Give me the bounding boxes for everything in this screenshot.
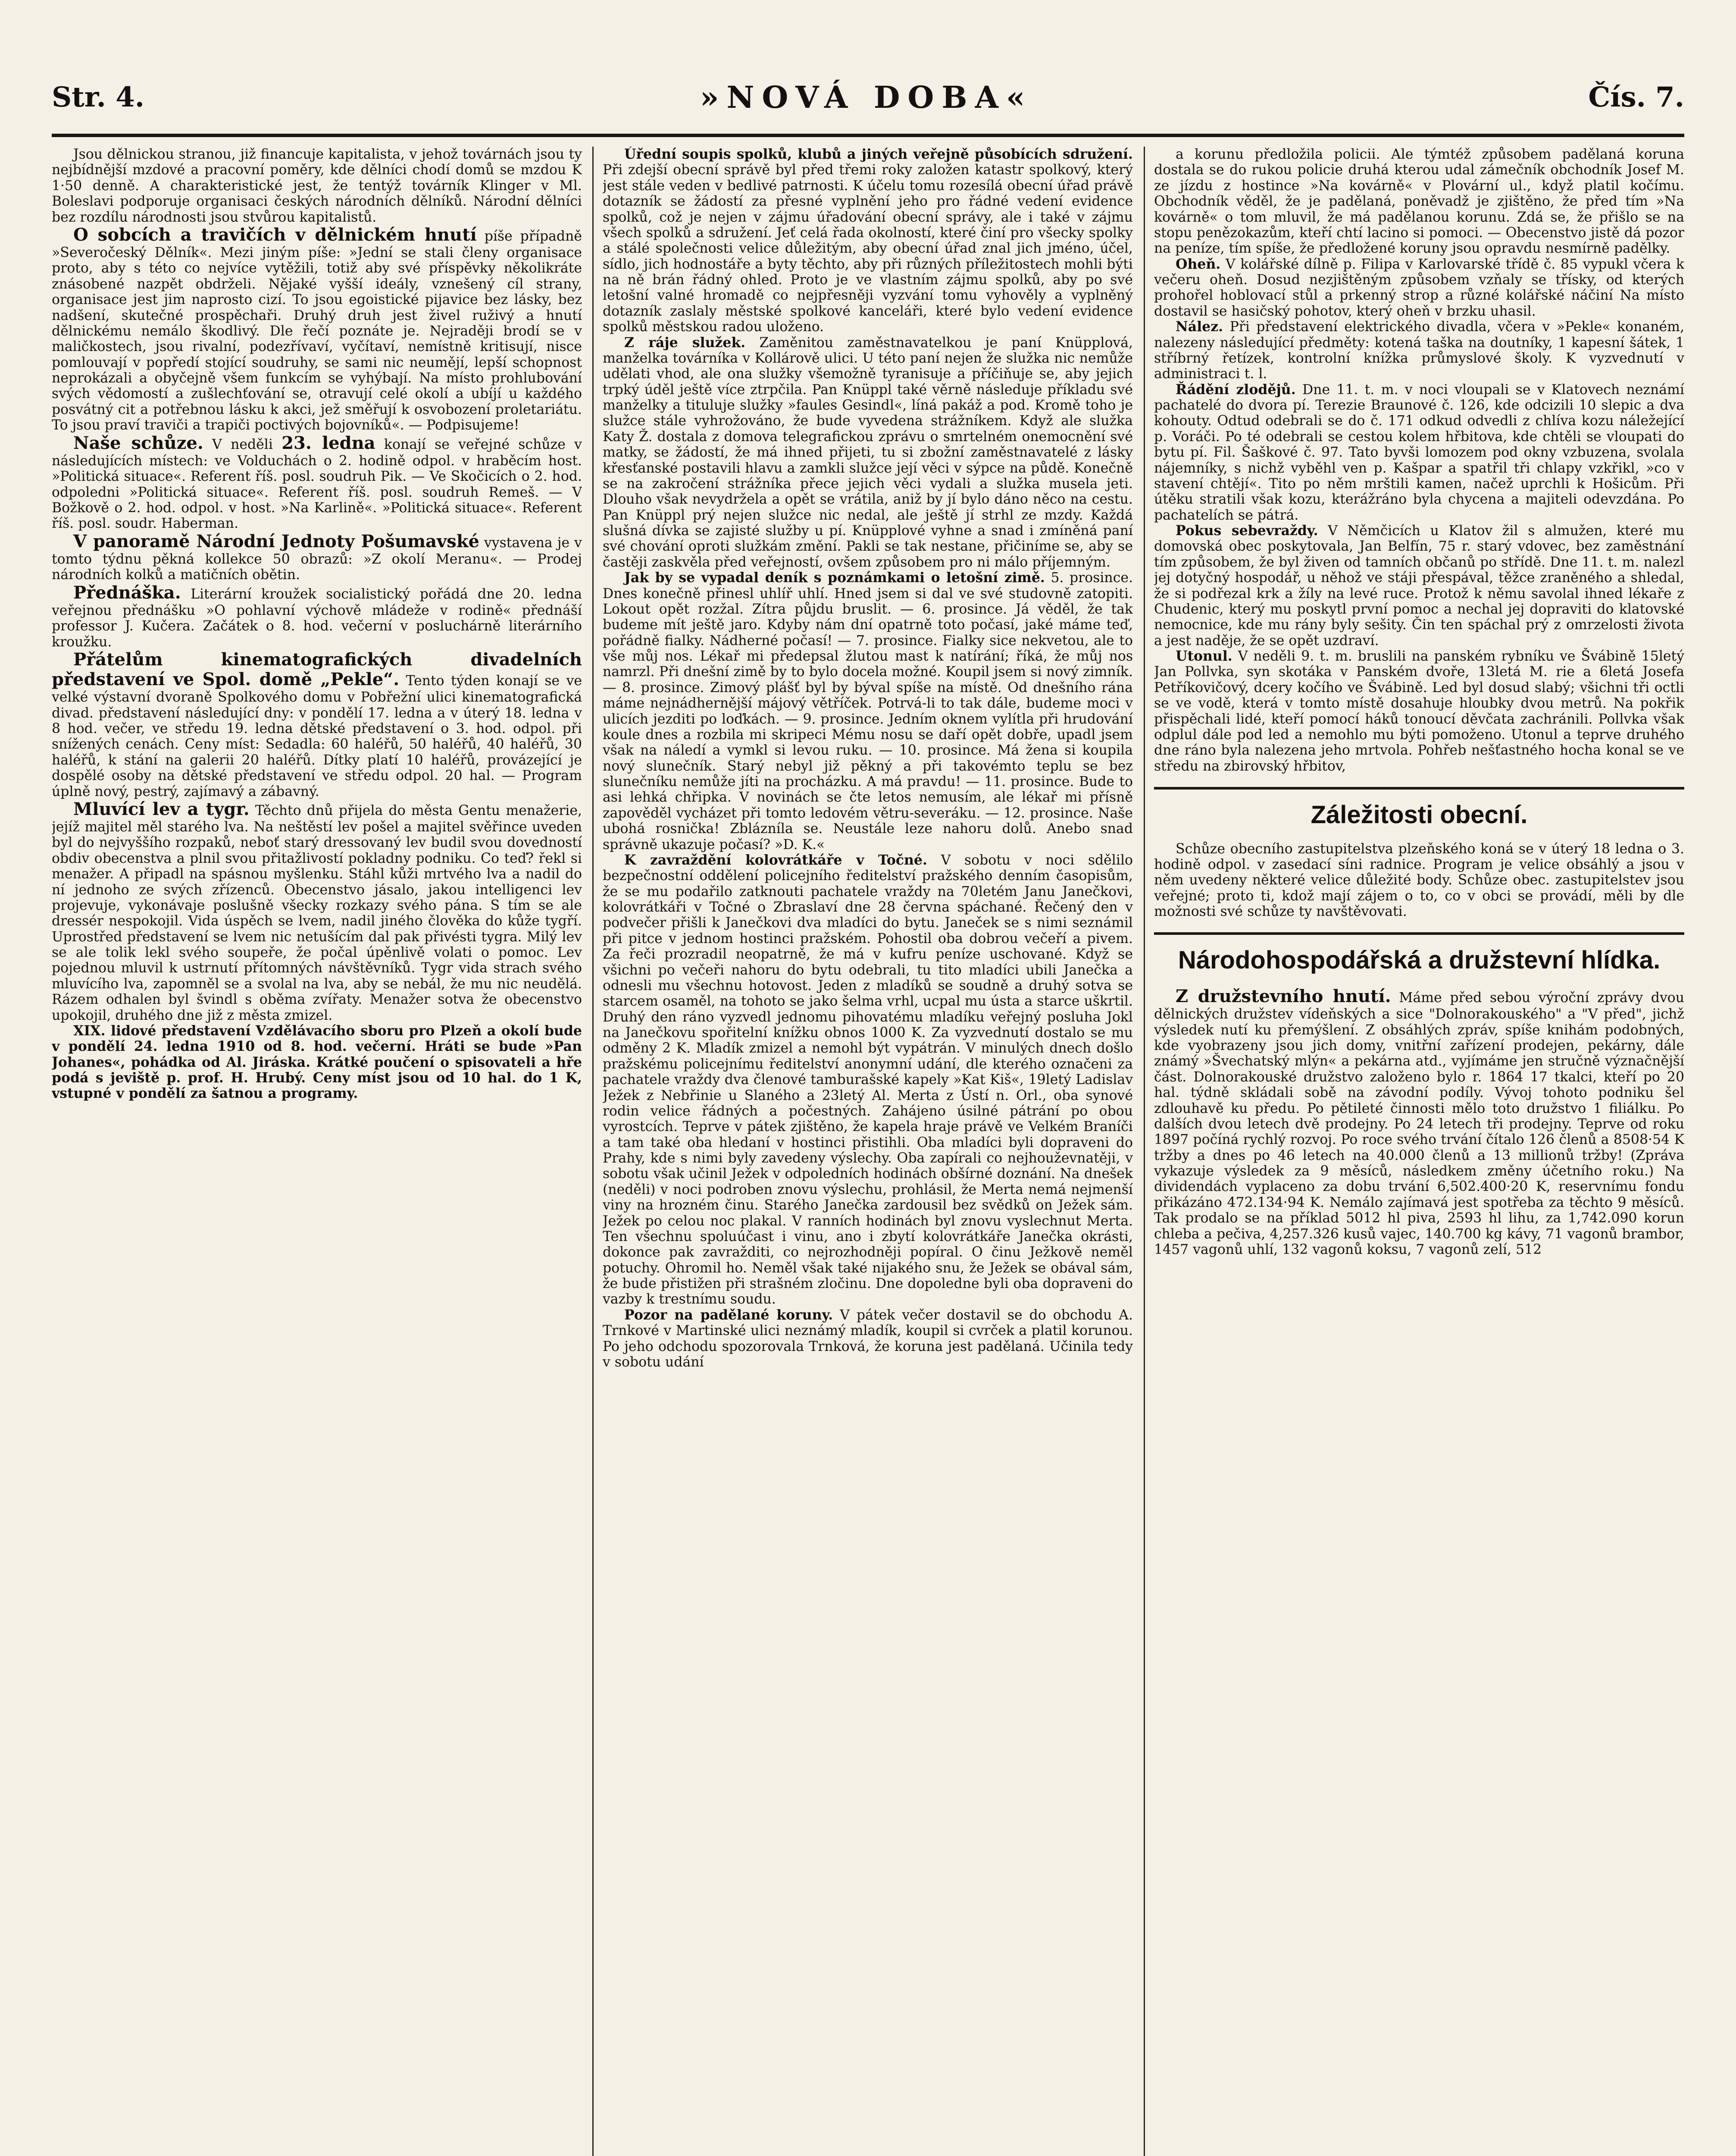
- columns: [52, 147, 1684, 2156]
- issue-number: Čís. 7.: [1588, 81, 1684, 113]
- article: [52, 799, 582, 1023]
- article: [52, 433, 582, 532]
- column-1: [52, 147, 582, 2156]
- section-rule: [1154, 932, 1684, 935]
- article-heading: Přednáška.: [73, 582, 181, 603]
- article-heading: Pokus sebevraždy.: [1176, 523, 1318, 539]
- article-text: píše případně »Severočeský Dělník«. Mezi jiným píše: »Jední se stali členy organisace proto, aby s této co nejvíce vytěžili, totiž aby své příspěvky několikráte znásobené nazpět obdrželi. Nějaké vyšší ideály, vznešený cíl strany, organisace jest jim naprosto cizí. To jsou egoistické pijavice bez lásky, bez nadšení, skutečné prospěchaři. Druhý druh jest živel ruživý a hnutí dělnickému nemálo škodlivý. Dle řečí poznáte je. Nejraději brodí se v maličkostech, jsou rivalní, podezřívaví, vyčítaví, nemístně kritisují, nisce pomlouvají v popředí stojící soudruhy, se sami nic neumějí, lepší schopnost neprokázali a obyčejně všem funkcím se vyhýbají. Na místo prohlubování svých vědomostí a zušlechťování se, otravují celé okolí a ubíjí u každého posvátný cit a potřebnou lásku k akci, jež směřují k osvobození proletariátu. To jsou praví traviči a trapiči poctivých bojovníků«. — Podpisujeme!: [52, 228, 582, 433]
- article-heading: Jak by se vypadal deník s poznámkami o letošní zimě.: [624, 570, 1045, 586]
- page-number: Str. 4.: [52, 81, 144, 113]
- article-heading: Z družstevního hnutí.: [1176, 986, 1391, 1007]
- article: [603, 570, 1133, 852]
- article: [1154, 319, 1684, 382]
- header-rule: [52, 134, 1684, 137]
- article-heading: Řádění zlodějů.: [1176, 381, 1296, 398]
- article-text: vystavena je v tomto týdnu pěkná kollekce 50 obrazů: »Z okolí Meranu«. — Prodej národních kolků a matičních obětin.: [52, 535, 582, 583]
- article-text: Zaměnitou zaměstnavatelkou je paní Knüpplová, manželka továrníka v Kollárově ulici. U této paní nejen že služka nic nemůže udělati vhod, ale ona služky všemožně tyranisuje a příčiňuje se, aby jejich trpký úděl ještě více ztrpčila. Pan Knüppl také věrně následuje příkladu své manželky a tituluje služky »faules Gesindl«, líná pakáž a pod. Kromě toho je služce stále vyhrožováno, že bude vyvedena strážníkem. Když ale služka Katy Ž. dostala z domova telegrafickou zprávu o smrtelném onemocnění své matky, se žádostí, že má ihned přijeti, tu si zbožní zaměstnavatelé z lásky křesťanské postavili hlavu a zamkli služce její věci v sýpce na půdě. Konečně se na zakročení strážníka přece jejich věci vydali a služka musela jeti. Dlouho však nevydržela a opět se vrátila, aniž by jí bylo dáno něco na cestu. Pan Knüppl prý nejen služce nic nedal, ale ještě jí strhl ze mzdy. Každá slušná dívka se zajisté služby u pí. Knüpplové vyhne a snad i zmíněná paní své chování oproti služkám změní. Pakli se tak nestane, přičiníme se, aby se častěji zaskvěla před veřejností, ovšem způsobem pro ni málo příjemným.: [603, 335, 1133, 570]
- article: [52, 1023, 582, 1102]
- article-text: V Němčicích u Klatov žil s almužen, které mu domovská obec poskytovala, Jan Belfín, 75 r. starý vdovec, bez zaměstnání tím způsobem, že byl živen od tamních občanů po střídě. Dne 11. t. m. nalezl jej dotyčný hospodář, u něhož ve stáji přespával, těžce zraněného a shledal, že si podřezal krk a žíly na levé ruce. Protož k němu savolal ihned lékaře z Chudenic, který mu poskytl první pomoc a nechal jej dopraviti do klatovské nemocnice, kde mu rány byly sešity. Čin ten spáchal prý z omrzelosti života a jest naděje, že se opět uzdraví.: [1154, 523, 1684, 649]
- article-paragraph: Jsou dělnickou stranou, již financuje kapitalista, v jehož továrnách jsou ty nejbídnější mzdové a pracovní poměry, kde dělníci chodí domů se mzdou K 1·50 denně. A charakteristické jest, že tentýž továrník Klinger v Ml. Boleslavi podporuje organisaci českých národních dělníků. Národní dělníci bez rozdílu národnosti jsou stvůrou kapitalistů.: [52, 147, 582, 225]
- article: [1154, 523, 1684, 649]
- column-3: [1154, 147, 1684, 2156]
- article: [1154, 257, 1684, 320]
- article-heading: Pozor na padělané koruny.: [624, 1307, 833, 1323]
- masthead-title: »NOVÁ DOBA«: [700, 79, 1033, 115]
- article: [52, 532, 582, 583]
- article-text: 5. prosince. Dnes konečně přinesl uhlíř uhlí. Hned jsem si dal ve své studovně zatopiti. Lokout opět rozžal. Zítra půjdu bruslit. — 6. prosince. Já věděl, že tak budeme mít ještě jaro. Kdyby nám dní opatrně toto počasí, jaké máme teď, pořádně fialky. Nádherné počasí! — 7. prosince. Fialky sice nekvetou, ale to vše můj nos. Lékař mi předepsal žlutou mast k natírání; říká, že můj nos namrzl. Při dnešní zimě by to bylo docela možné. Koupil jsem si nový zimník. — 8. prosince. Zimový plášť byl by býval spíše na místě. Od dnešního rána máme nejnádhernější májový větříček. Potrvá-li to tak dále, budeme moci v ulicích jezditi po loďkách. — 9. prosince. Jedním oknem vylítla při hrudování koule dnes a rozbila mi skripeci Mému nosu se daří opět dobře, upadl jsem však na náledí a vymkl si levou ruku. — 10. prosince. Má žena si koupila nový slunečník. Starý nebyl již pěkný a při takovémto teplu se bez slunečníku nemůže jíti na procházku. A má pravdu! — 11. prosince. Bude to asi lehká chřipka. V novinách se čte letos nemusím, ale lékař mi přísně zapověděl vycházet při tomto ledovém větru-severáku. — 12. prosince. Naše ubohá rosnička! Zblázníla se. Neustále leze nahoru dolů. Anebo snad správně ukazuje počasí? »D. K.«: [603, 570, 1133, 852]
- column-2: [603, 147, 1133, 2156]
- section-rule: [1154, 787, 1684, 790]
- article-heading: Oheň.: [1176, 256, 1221, 272]
- article-heading: Nález.: [1176, 319, 1223, 335]
- article-heading: Naše schůze.: [73, 432, 203, 453]
- article-heading: Z ráje služek.: [624, 334, 746, 351]
- article: [603, 335, 1133, 570]
- article-date: 23. ledna: [282, 432, 375, 453]
- article-text: Literární kroužek socialistický pořádá dne 20. ledna veřejnou přednášku »O pohlavní výchově mládeže v rodině« přednáší professor J. Kučera. Začátek o 8. hod. večerní v posluchárně literárního kroužku.: [52, 586, 582, 650]
- article-heading: O sobcích a travičích v dělnickém hnutí: [73, 224, 477, 245]
- article-text: V neděli 9. t. m. bruslili na panském rybníku ve Švábině 15letý Jan Pollvka, syn skotáka v Panském dvoře, 13letá M. rie a 6letá Josefa Petříkovičový, dcery kočího ve Švábině. Led byl dosud slabý; všichni tři octli se ve vodě, která v tomto místě dosahuje hloubky dvou metrů. Na pokřik přispěchali lidé, kteří pomocí háků tonoucí děvčata zachránili. Pollvka však odplul dále pod led a nemohlo mu býti pomoženo. Utonul a teprve druhého dne ráno byla nalezena jeho mrtvola. Pohřeb nešťastného hocha konal se ve středu na zbirovský hřbitov,: [1154, 649, 1684, 774]
- article: [52, 225, 582, 433]
- article-text: Tento týden konají se ve velké výstavní dvoraně Spolkového domu v Pobřežní ulici kinematografická divad. představení následující dny: v pondělí 17. ledna a v úterý 18. ledna v 8 hod. večer, ve středu 19. ledna dětské představení o 3. hod. odpol. při snížených cenách. Ceny míst: Sedadla: 60 haléřů, 50 haléřů, 40 haléřů, 30 haléřů, k stání na galerii 20 haléřů. Dítky platí 10 haléřů, provázející je dospělé osoby na dětské představení ve středu odpol. 20 hal. — Program úplně nový, pestrý, zajímavý a zábavný.: [52, 673, 582, 799]
- article-text: konají se veřejné schůze v následujících místech: ve Volduchách o 2. hodině odpol. v hraběcím host. »Politická situace«. Referent říš. posl. soudruh Pik. — Ve Skočicích o 2. hod. odpoledni »Politická situace«. Referent říš. posl. soudruh Remeš. — V Božkově o 2. hod. odpol. v host. »Na Karlině«. »Politická situace«. Referent říš. posl. soudr. Haberman.: [52, 436, 582, 532]
- article: [52, 650, 582, 799]
- section-title: Národohospodářská a družstevní hlídka.: [1178, 946, 1661, 975]
- article: [1154, 987, 1684, 1257]
- article-heading: K zavraždění kolovrátkáře v Točné.: [624, 852, 927, 868]
- article-heading: Utonul.: [1176, 648, 1232, 664]
- article: [1154, 382, 1684, 523]
- article-text: Dne 11. t. m. v noci vloupali se v Klatovech neznámí pachatelé do dvora pí. Terezie Braunové č. 126, kde odcizili 10 slepic a dva kohouty. Odtud odebrali se do č. 171 odkud odvedli z chlíva kozu náležející p. Voráči. Po té odebrali se cestou kolem hřbitova, kde chtěli se vloupati do bytu pí. Fil. Šaškové č. 97. Tato byvši lomozem pod okny vzbuzena, svolala nájemníky, s nichž vyběhl ven p. Kašpar a spatřil tři chlapy vzkřikl, »co v stavení chtějí«. Tito po něm mrštili kamen, načež uprchli k Hošicům. Při útěku stratili však kozu, kterážráno byla chycena a majiteli odevzdána. Po pachatelích se pátrá.: [1154, 382, 1684, 523]
- article-text: Máme před sebou výroční zprávy dvou dělnických družstev vídeňských a sice "Dolnorakouského" a "V před", jichž výsledek nutí ku přemýšlení. Z obsáhlých zpráv, spíše knihám podobných, kde vyobrazeny jsou jich domy, vnitřní zařízení prodejen, pekárny, dále známý »Švechatský mlýn« a pekárna atd., vyjímáme jen stručně význačnější část. Dolnorakouské družstvo založeno bylo r. 1864 17 tkalci, kteří po 20 hal. týdně skládali sobě na závodní podíly. Vývoj tohoto podniku šel zdlouhavě ku předu. Po pětileté činnosti mělo toto družstvo 1 filiálku. Po dalších dvou letech dvě prodejny. Po 24 letech tři prodejny. Teprve od roku 1897 počíná rychlý rozvoj. Po roce svého trvání čítalo 126 členů a 8508·54 K tržby a dnes po 46 letech na 40.000 členů a 13 millionů tržby! (Zpráva vykazuje výsledek za 9 měsíců, následkem změny účetního roku.) Na dividendách vyplaceno za dobu trvání 6,502.400·20 K, reservnímu fondu přikázáno 472.134·94 K. Nemálo zajímavá jest spotřeba za těchto 9 měsíců. Tak prodalo se na příklad 5012 hl piva, 2593 hl lihu, za 1,742.090 korun chleba a pečiva, 4,257.326 kusů vajec, 140.700 kg kávy, 71 vagonů brambor, 1457 vagonů uhlí, 132 vagonů koksu, 7 vagonů zelí, 512: [1154, 990, 1684, 1257]
- article-heading: XIX. lidové představení: [73, 1022, 251, 1039]
- article-heading: Mluvící lev a tygr.: [73, 799, 250, 819]
- article: [603, 852, 1133, 1307]
- article: [603, 1307, 1133, 1370]
- article-text: V sobotu v noci sdělilo bezpečnostní oddělení policejního ředitelství pražského denním časopisům, že se mu podařilo zatknouti pachatele vraždy na 70letém Janu Janečkovi, kolovrátkáři v Točné o Zbraslaví dne 28 června spáchané. Řečený den v podvečer přišli k Janečkovi dva mladíci do bytu. Janeček se s nimi seznámil při pitce v jednom hostinci pražském. Pohostil oba dobrou večeří a pivem. Za řeči prozradil neopatrně, že má v kufru peníze uschované. Když se všichni po večeři nahoru do bytu odebrali, tu tito mladíci ubili Janečka a odnesli mu všechnu hotovost. Jeden z mladíků se soudně a druhý sotva se starcem osaměl, na tohoto se jako šelma vrhl, ucpal mu ústa a starce uškrtil. Druhý den ráno vyzvedl jednomu pihovatému mladíku veřejný posluha Jokl na Janečkovu spořitelní knížku obnos 1000 K. Za vyzvednutí dostalo se mu odměny 2 K. Mladík zmizel a nemohl být vypátrán. V minulých dnech došlo pražskému policejnímu ředitelství anonymní udání, dle kterého označeni za pachatele vraždy dva členové tamburašské kapely »Kat Kiš«, 19letý Ladislav Ježek z Nebřinie u Slaného a 23letý Al. Merta z Ústí n. Orl., oba synové rodin velice řádných a počestných. Zahájeno úsilné pátrání po obou vyrostcích. Teprve v pátek zjištěno, že kapela hraje právě ve Velkém Braníči a tam také oba hledaní v hostinci přistihli. Oba mladíci byli dopraveni do Prahy, kde s nimi byly zavedeny výslechy. Oba zapírali co nejhouževnatěji, v sobotu však učinil Ježek v odpoledních hodinách obšírné doznání. Na dnešek (neděli) v noci podroben znovu výslechu, prohlásil, že Merta nemá nejmenší viny na hrozném činu. Starého Janečka zardousil bez svědků on Ježek sám. Ježek po celou noc plakal. V ranních hodinách byl znovu vyslechnut Merta. Ten všechnu spoluúčast i vinu, ano i zbytí kolovrátkáře Janečka okrásti, dokonce pak zavražditi, co nejrozhodněji popíral. O činu Ježkově neměl potuchy. Ohromil ho. Neměl však také nijakého snu, že Ježek se obával sám, že bude přistižen při strašném zločinu. Dne dopoledne byli oba dopraveni do vazby k trestnímu soudu.: [603, 852, 1133, 1307]
- article-heading: V panoramě Národní Jednoty Pošumavské: [73, 531, 479, 552]
- article-paragraph: Schůze obecního zastupitelstva plzeňského koná se v úterý 18 ledna o 3. hodině odpol. v zasedací síni radnice. Program je velice obsáhlý a jsou v něm uvedeny některé velice důležité body. Schůze obec. zastupitelstev jsou veřejné; proto ti, kdož mají zájem o to, co v obci se provádí, měli by dle možnosti své schůze ty navštěvovati.: [1154, 841, 1684, 920]
- article-paragraph: a korunu předložila policii. Ale týmtéž způsobem padělaná koruna dostala se do rukou policie druhá kterou udal zámečník obchodník Josef M. ze jízdu z hostince »Na kovárně« v Plovární ul., když platil kočímu. Obchodník věděl, že je padělaná, poněvadž je zjištěno, že před tím »Na kovárně« o tom mluvil, že má padělanou korunu. Zdá se, že přišlo se na stopu penězokazům, kteří chtí lacino si pomoci. — Obecenstvo jistě dá pozor na peníze, tím spíše, že předložené koruny jsou opravdu nesmírně padělky.: [1154, 147, 1684, 257]
- article-text: Při zdejší obecní správě byl před třemi roky založen katastr spolkový, který jest stále veden v bedlivé patrnosti. K účelu tomu rozesílá obecní úřad právě dotazník se žádostí za přesné vyplnění jeho pro řádné vedení evidence spolků, což je nejen v zájmu úřadování obecní správy, ale i také v zájmu všech spolků a sdružení. Jeť celá řada okolností, které činí pro všecky spolky a stálé společnosti velice důležitým, aby obecní úřad znal jich jméno, účel, sídlo, jich hodnostáře a byty těchto, aby při různých příležitostech mohli býti na ně brán řádný ohled. Proto je ve vlastním zájmu spolků, aby po své letošní valné hromadě co nejpřesněji vyzvání tomu vyhověly a vyplněný dotazník zaslaly městské spolkové kanceláři, které bylo vedení evidence spolků městskou radou uloženo.: [603, 162, 1133, 335]
- article-text: Vzdělávacího sboru pro Plzeň a okolí bude v pondělí 24. ledna 1910 od 8. hod. večerní. Hráti se bude »Pan Johanes«, pohádka od Al. Jiráska. Krátké poučení o spisovateli a hře podá s jeviště p. prof. H. Hrubý. Ceny míst jsou od 10 hal. do 1 K, vstupné v pondělí za šatnou a programy.: [52, 1022, 582, 1102]
- page-header: [52, 65, 1684, 129]
- article: [603, 147, 1133, 335]
- section-title: Záležitosti obecní.: [1311, 801, 1528, 829]
- article: [1154, 649, 1684, 774]
- article-text: V kolářské dílně p. Filipa v Karlovarské třídě č. 85 vypukl včera k večeru oheň. Dosud nezjištěným způsobem vzňaly se třísky, od kterých prohořel hoblovací stůl a prkenný strop a různé kolářské náčiní Na místo dostavil se hasičský pohotov, který oheň v brzku uhasil.: [1154, 256, 1684, 319]
- article-text: Při představení elektrického divadla, včera v »Pekle« konaném, nalezeny následující předměty: kotená taška na doutníky, 1 kapesní šátek, 1 stříbrný řetízek, kontrolní knížka průmyslové školy. K vyzvednutí v administraci t. l.: [1154, 319, 1684, 382]
- article-text: V neděli: [212, 436, 282, 452]
- article-text: V pátek večer dostavil se do obchodu A. Trnkové v Martinské ulici neznámý mladík, koupil si cvrček a platil korunou. Po jeho odchodu spozorovala Trnková, že koruna jest padělaná. Učinila tedy v sobotu udání: [603, 1307, 1133, 1370]
- article: [52, 583, 582, 650]
- newspaper-page: [52, 65, 1684, 2156]
- article-text: Těchto dnů přijela do města Gentu menažerie, jejíž majitel měl starého lva. Na neštěstí lev pošel a majitel svěřince uveden byl do nejvyššího rozpaků, neboť starý dressovaný lev budil svou dovedností obdiv obecenstva a plnil svou přitažlivostí pokladny podniku. Co teď? řekl si menažer. A připadl na spásnou myšlenku. Stáhl kůži mrtvého lva a nadil do ní jednoho ze svých zřízenců. Obecenstvo jásalo, jakou intelligenci lev projevuje, vykonávaje poslušně všecky rozkazy svého pána. S tím se ale dressér nespokojil. Vida úspěch se lvem, nadil jiného člověka do kůže tygří. Uprostřed představení se lvem nic netušícím dal pak přivésti tygra. Milý lev se ale tolik lekl svého soupeře, že počal úpěnlivě volati o pomoc. Lev pojednou mluvil k ustrnutí přítomných návštěvníků. Tygr vida strach svého mluvícího lva, zapomněl se a svolal na lva, aby se nebál, že mu nic neudělá. Rázem odhalen byl švindl s oběma zvířaty. Menažer sotva že obecenstvo upokojil, druhého dne již z města zmizel.: [52, 802, 582, 1023]
- article-heading: Úřední soupis spolků, klubů a jiných veřejně působících sdružení.: [624, 147, 1133, 162]
- article-heading: Přátelům kinematografických divadelních představení ve Spol. domě „Pekle“.: [52, 649, 582, 690]
